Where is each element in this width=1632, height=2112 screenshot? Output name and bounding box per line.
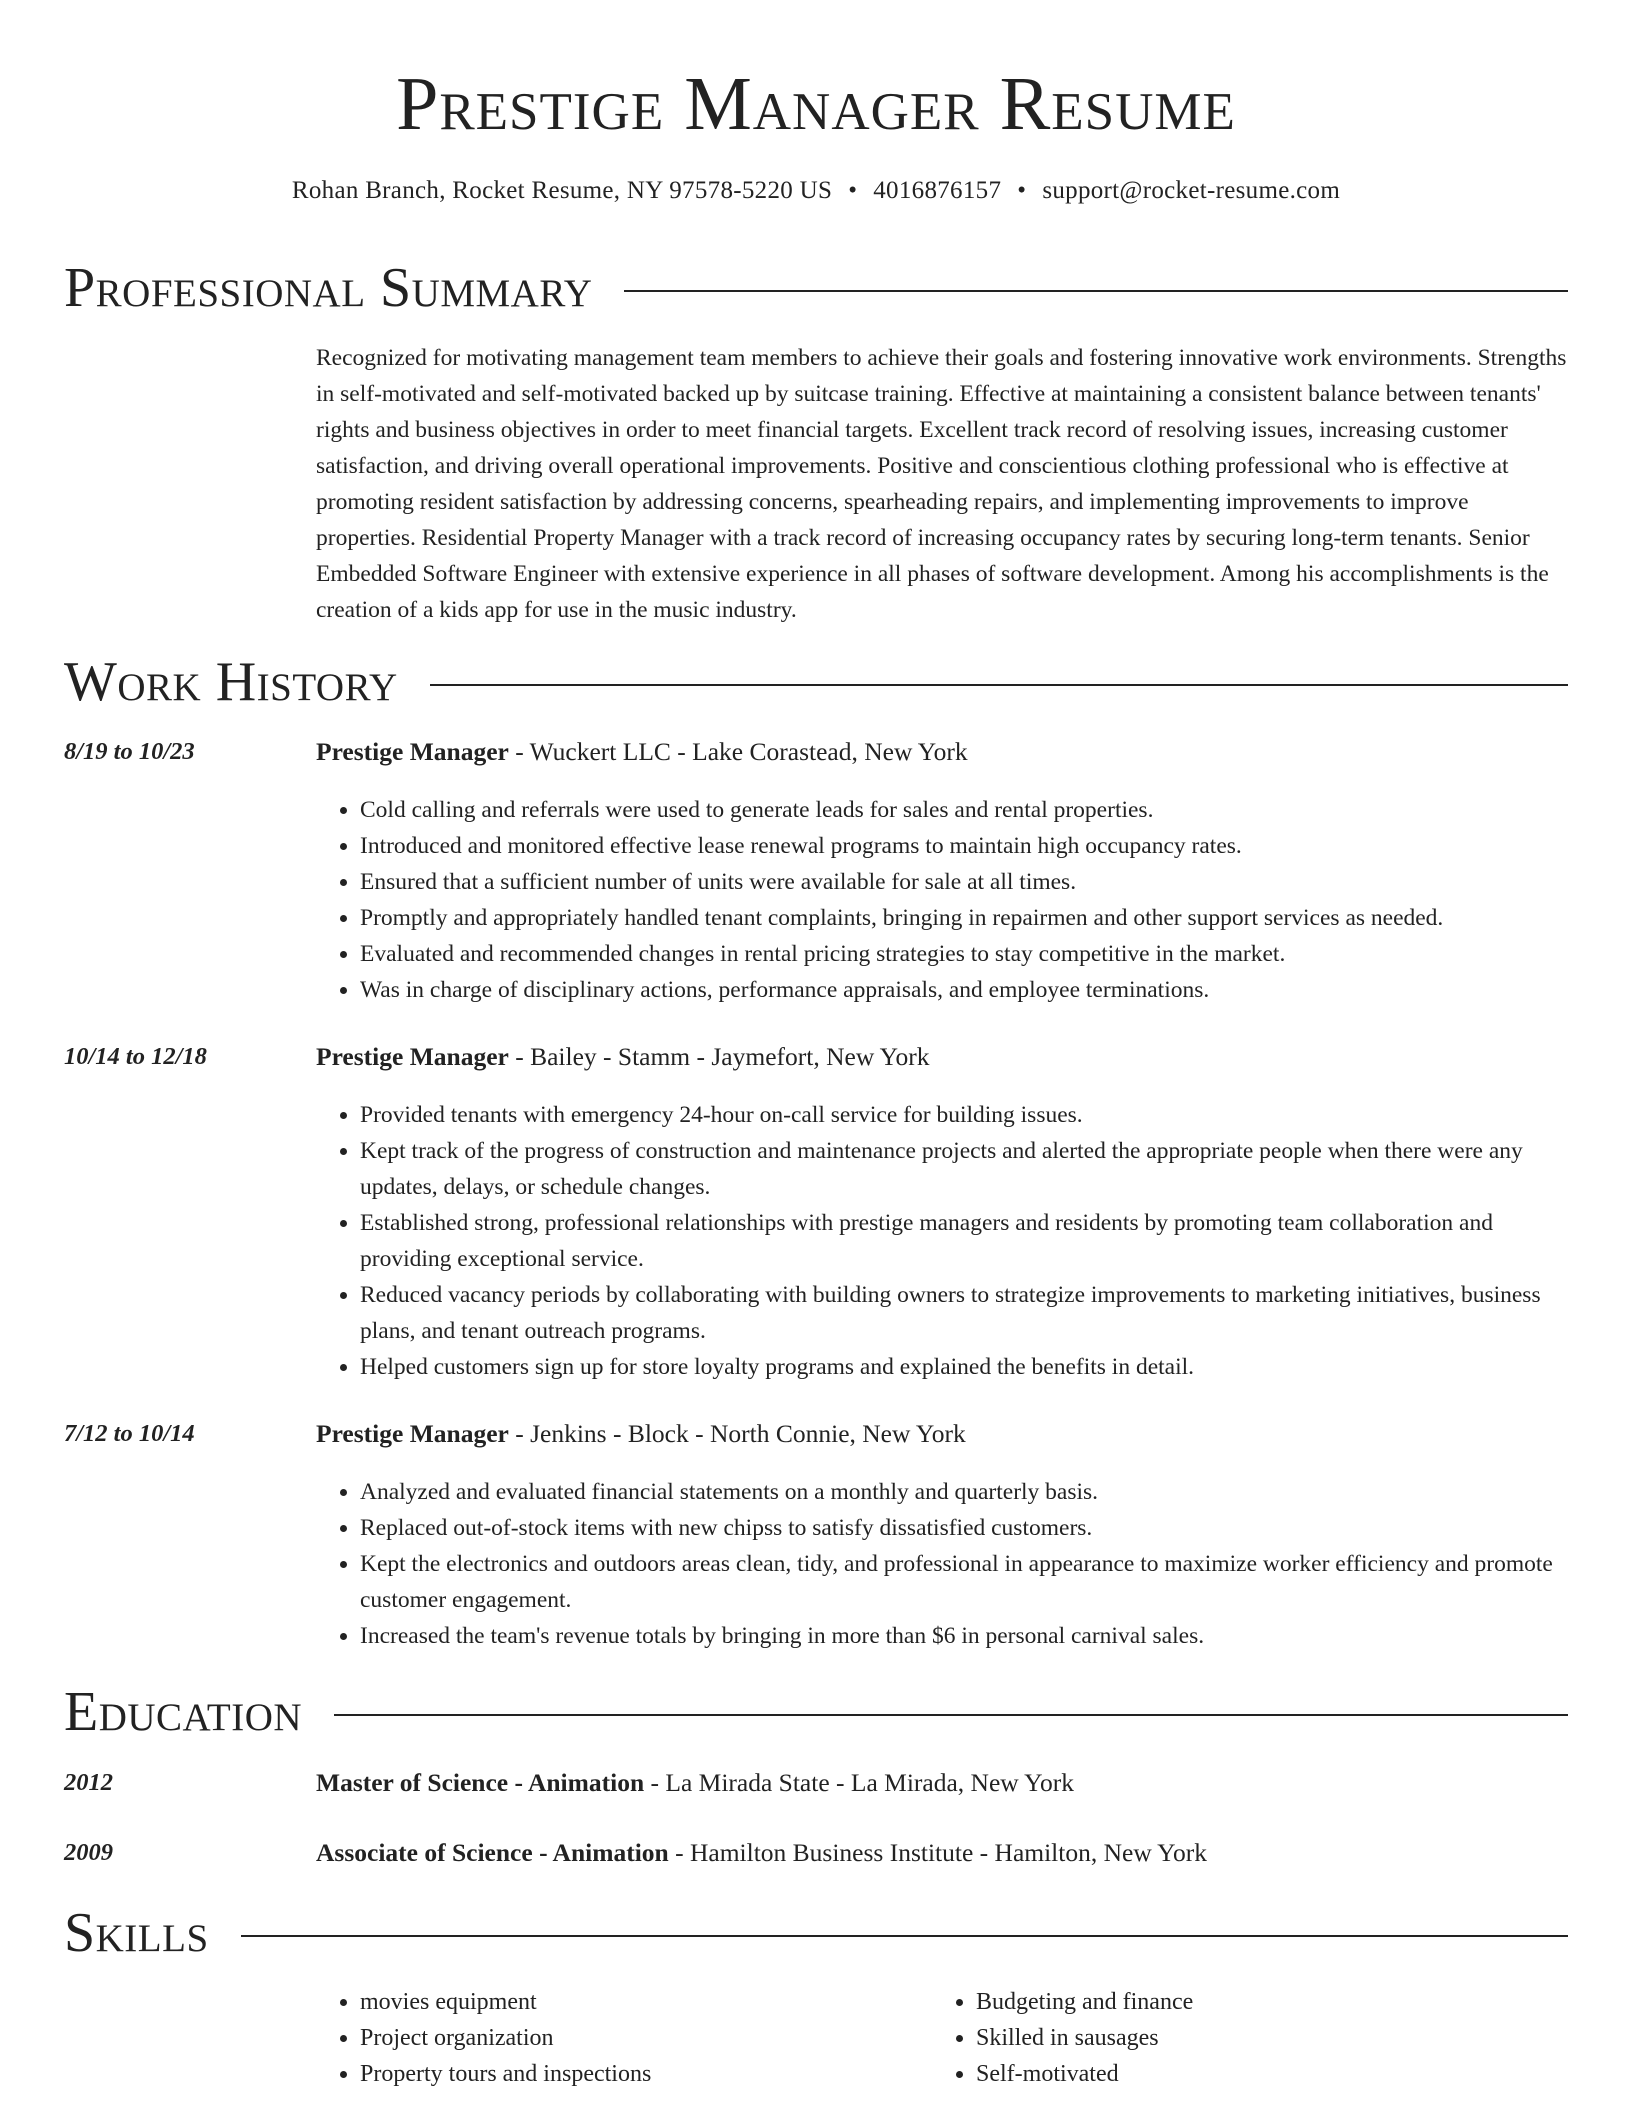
job-bullets [316,792,1568,1008]
job-bullet: • Provided tenants with emergency 24-hour on-call service for building issues. [360,1097,1584,1133]
work-section-heading [64,646,1568,718]
skill-item: • Budgeting and finance [976,1984,1576,2020]
education-year: 2012 [64,1769,113,1796]
job-bullet: • Promptly and appropriately handled tenant complaints, bringing in repairmen and other support services as needed. [360,900,1568,936]
contact-email: support@rocket-resume.com [1042,177,1341,204]
resume-title: Prestige Manager Resume [396,62,1236,146]
job-details: - Wuckert LLC - Lake Corastead, New York [508,737,968,766]
job-dates: 8/19 to 10/23 [64,738,195,765]
education-section-heading [64,1676,1568,1748]
job-details: - Jenkins - Block - North Connie, New York [508,1419,966,1448]
skills-list-left [316,1984,960,2092]
skill-item: • movies equipment [360,1984,960,2020]
job-header [316,1417,966,1451]
education-details: - Hamilton Business Institute - Hamilton, New York [668,1838,1208,1867]
job-details: - Bailey - Stamm - Jaymefort, New York [508,1042,930,1071]
job-bullet: • Was in charge of disciplinary actions, performance appraisals, and employee terminations. [360,972,1568,1008]
separator-dot: • [848,177,858,204]
education-degree: Associate of Science - Animation [316,1838,669,1867]
education-entry [316,1836,1207,1870]
job-title: Prestige Manager [316,1419,509,1448]
education-year: 2009 [64,1839,113,1866]
skill-item: • Project organization [360,2020,960,2056]
summary-text: Recognized for motivating management team members to achieve their goals and fostering innovative work environments. Strengths in self-motivated and self-motivated backed up by suitcase training. Effective at maintaining a consistent balance between tenants' rights and business objectives in order to meet financial targets. Excellent track record of resolving issues, increasing customer satisfaction, and driving overall operational improvements. Positive and conscientious clothing professional who is effective at promoting resident satisfaction by addressing concerns, spearheading repairs, and implementing improvements to improve properties. Residential Property Manager with a track record of increasing occupancy rates by securing long-term tenants. Senior Embedded Software Engineer with extensive experience in all phases of software development. Among his accomplishments is the creation of a kids app for use in the music industry. [316,345,1567,623]
separator-dot: • [1017,177,1027,204]
job-header [316,735,968,769]
job-bullet: • Cold calling and referrals were used to generate leads for sales and rental properties. [360,792,1568,828]
section-divider [241,1935,1568,1937]
skill-item: • Self-motivated [976,2056,1576,2092]
skill-item: • Skilled in sausages [976,2020,1576,2056]
job-dates: 7/12 to 10/14 [64,1420,195,1447]
job-bullet: • Established strong, professional relationships with prestige managers and residents by promoting team collaboration and providing exceptional service. [360,1205,1584,1277]
job-title: Prestige Manager [316,1042,509,1071]
education-details: - La Mirada State - La Mirada, New York [644,1768,1074,1797]
contact-address: Rohan Branch, Rocket Resume, NY 97578-5220 US [291,177,833,204]
job-bullet: • Reduced vacancy periods by collaborating with building owners to strategize improvements to marketing initiatives, business plans, and tenant outreach programs. [360,1277,1584,1349]
job-bullet: • Analyzed and evaluated financial statements on a monthly and quarterly basis. [360,1474,1568,1510]
skills-section-heading [64,1897,1568,1969]
education-degree: Master of Science - Animation [316,1768,645,1797]
job-bullets [316,1474,1568,1654]
work-heading: Work History [64,651,398,713]
section-divider [624,290,1568,292]
job-bullet: • Ensured that a sufficient number of units were available for sale at all times. [360,864,1568,900]
summary-heading: Professional Summary [64,257,593,319]
summary-section-heading [64,252,1568,324]
section-divider [430,684,1568,686]
job-bullet: • Evaluated and recommended changes in rental pricing strategies to stay competitive in the market. [360,936,1568,972]
job-bullet: • Replaced out-of-stock items with new chipss to satisfy dissatisfied customers. [360,1510,1568,1546]
education-entry [316,1766,1074,1800]
job-bullets [316,1097,1584,1385]
job-bullet: • Helped customers sign up for store loyalty programs and explained the benefits in detail. [360,1349,1584,1385]
job-header [316,1040,930,1074]
job-bullet: • Increased the team's revenue totals by bringing in more than $6 in personal carnival sales. [360,1618,1568,1654]
contact-phone: 4016876157 [873,177,1002,204]
job-bullet: • Kept track of the progress of construction and maintenance projects and alerted the appropriate people when there were any updates, delays, or schedule changes. [360,1133,1584,1205]
skill-item: • Property tours and inspections [360,2056,960,2092]
skills-list-right [932,1984,1576,2092]
contact-line [0,174,1632,208]
job-title: Prestige Manager [316,737,509,766]
education-heading: Education [64,1681,303,1743]
section-divider [334,1714,1568,1716]
skills-heading: Skills [64,1902,209,1964]
job-bullet: • Kept the electronics and outdoors areas clean, tidy, and professional in appearance to maximize worker efficiency and promote customer engagement. [360,1546,1568,1618]
job-bullet: • Introduced and monitored effective lease renewal programs to maintain high occupancy rates. [360,828,1568,864]
job-dates: 10/14 to 12/18 [64,1043,207,1070]
